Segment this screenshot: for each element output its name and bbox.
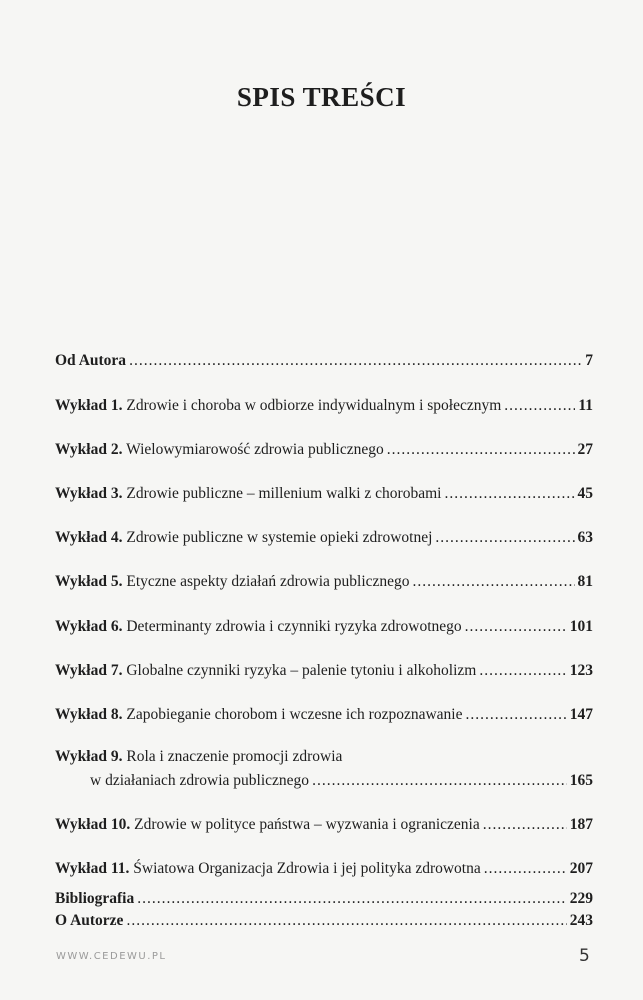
- toc-entry[interactable]: [55, 396, 593, 416]
- entry-label: Od Autora: [55, 352, 127, 369]
- toc-entry[interactable]: [55, 815, 593, 835]
- page-ref: 123: [569, 662, 593, 679]
- entry-label: Wykład 10.: [55, 816, 131, 833]
- toc-entry[interactable]: [55, 572, 593, 592]
- entry-label: Wykład 11.: [55, 860, 130, 877]
- dot-leader: [465, 705, 566, 725]
- toc-entry[interactable]: [55, 859, 593, 879]
- entry-label: Wykład 3.: [55, 485, 123, 502]
- page-title: SPIS TREŚCI: [236, 82, 407, 112]
- entry-label: Wykład 5.: [55, 573, 123, 590]
- entry-label: Wykład 2.: [55, 441, 123, 458]
- entry-title: Zdrowie i choroba w odbiorze indywidualnym i społecznym: [126, 397, 502, 414]
- toc-entry[interactable]: [55, 528, 593, 548]
- dot-leader: [435, 528, 574, 548]
- toc-entry[interactable]: [55, 351, 593, 371]
- entry-label: Wykład 7.: [55, 662, 123, 679]
- page-ref: 45: [577, 485, 593, 502]
- entry-title: Wielowymiarowość zdrowia publicznego: [126, 441, 384, 458]
- page-ref: 165: [569, 772, 593, 789]
- page-ref: 63: [577, 529, 593, 546]
- toc-entry[interactable]: [90, 771, 593, 791]
- entry-label: Wykład 1.: [55, 397, 123, 414]
- entry-title: Zdrowie w polityce państwa – wyzwania i ograniczenia: [134, 816, 480, 833]
- entry-title: Zapobieganie chorobom i wczesne ich rozpoznawanie: [126, 706, 463, 723]
- dot-leader: [126, 911, 566, 931]
- entry-label: O Autorze: [55, 912, 124, 929]
- footer-url: WWW.CEDEWU.PL: [56, 951, 167, 962]
- page-ref: 81: [577, 573, 593, 590]
- page-ref: 27: [577, 441, 593, 458]
- entry-title: Zdrowie publiczne – millenium walki z chorobami: [126, 485, 442, 502]
- toc-entry[interactable]: [55, 484, 593, 504]
- toc-entry[interactable]: [55, 889, 593, 909]
- entry-title: Globalne czynniki ryzyka – palenie tytoniu i alkoholizm: [126, 662, 477, 679]
- toc-entry[interactable]: [55, 705, 593, 725]
- dot-leader: [484, 859, 567, 879]
- entry-title: Światowa Organizacja Zdrowia i jej polityka zdrowotna: [133, 860, 481, 877]
- toc-entry[interactable]: [55, 911, 593, 931]
- page-ref: 207: [569, 860, 593, 877]
- dot-leader: [413, 572, 575, 592]
- dot-leader: [465, 617, 567, 637]
- entry-title: Rola i znaczenie promocji zdrowia: [126, 748, 343, 765]
- toc-entry[interactable]: [55, 661, 593, 681]
- page-number: 5: [579, 946, 590, 966]
- dot-leader: [312, 771, 567, 791]
- entry-title-cont: w działaniach zdrowia publicznego: [90, 772, 310, 789]
- entry-title: Etyczne aspekty działań zdrowia publicznego: [126, 573, 410, 590]
- page-ref: 11: [578, 397, 593, 414]
- dot-leader: [137, 889, 567, 909]
- toc-entry-line1[interactable]: [55, 747, 342, 767]
- dot-leader: [387, 440, 575, 460]
- page-ref: 229: [569, 890, 593, 907]
- dot-leader: [479, 661, 566, 681]
- entry-label: Wykład 9.: [55, 748, 123, 765]
- entry-title: Determinanty zdrowia i czynniki ryzyka zdrowotnego: [126, 618, 462, 635]
- page-ref: 243: [569, 912, 593, 929]
- page-ref: 147: [569, 706, 593, 723]
- dot-leader: [444, 484, 574, 504]
- page-ref: 7: [585, 352, 593, 369]
- toc-entry[interactable]: [55, 440, 593, 460]
- entry-title: Zdrowie publiczne w systemie opieki zdrowotnej: [126, 529, 433, 546]
- toc-entry[interactable]: [55, 617, 593, 637]
- entry-label: Wykład 8.: [55, 706, 123, 723]
- page-ref: 187: [569, 816, 593, 833]
- dot-leader: [483, 815, 567, 835]
- entry-label: Wykład 4.: [55, 529, 123, 546]
- entry-label: Bibliografia: [55, 890, 135, 907]
- page-ref: 101: [569, 618, 593, 635]
- entry-label: Wykład 6.: [55, 618, 123, 635]
- dot-leader: [504, 396, 575, 416]
- dot-leader: [129, 351, 582, 371]
